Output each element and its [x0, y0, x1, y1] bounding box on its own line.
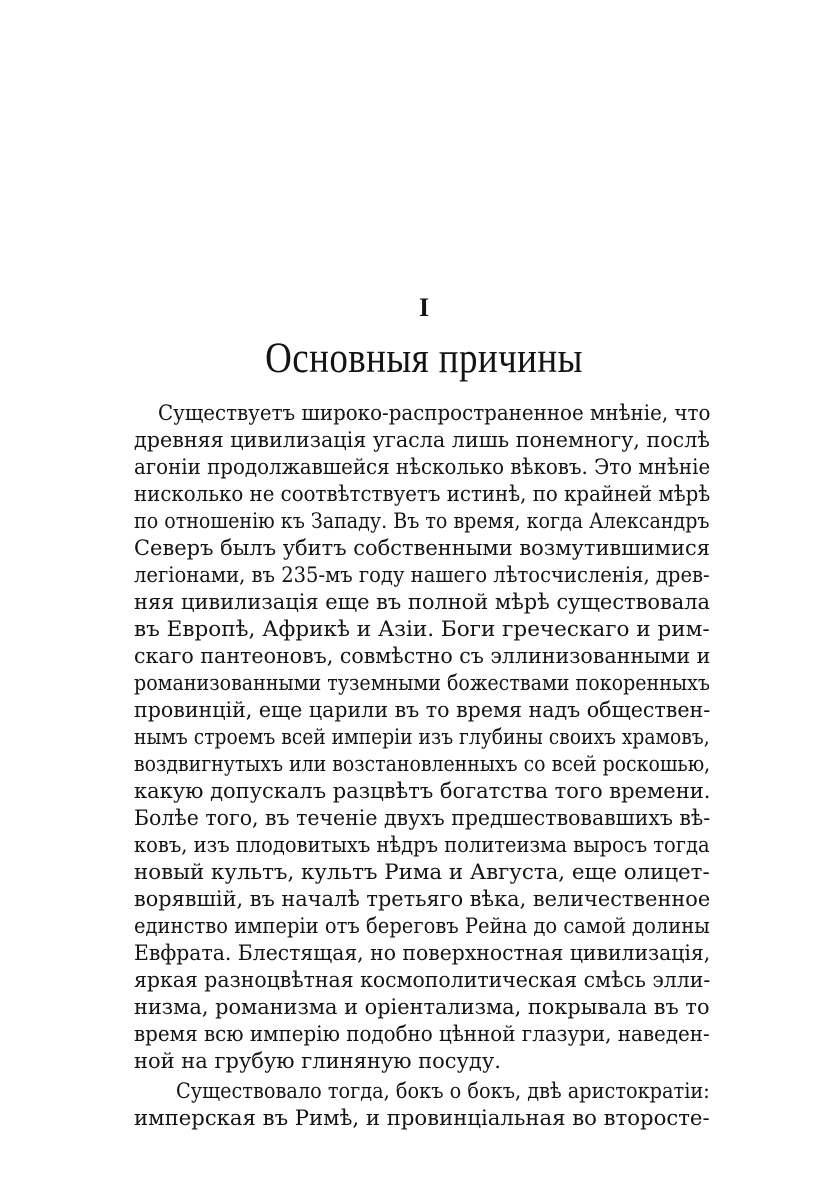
text-line	[134, 722, 710, 752]
text-line-content: агоніи продолжавшейся нѣсколько вѣковъ. Это мнѣніе	[134, 455, 711, 479]
text-line	[134, 506, 710, 536]
text-line-content: Евфрата. Блестящая, но поверхностная цивилизація,	[134, 941, 711, 965]
text-line-content: единство имперіи отъ береговъ Рейна до самой долины	[134, 914, 710, 938]
text-line	[134, 452, 710, 482]
text-line-content: древняя цивилизація угасла лишь понемногу, послѣ	[134, 428, 710, 452]
text-line	[134, 938, 710, 968]
text-line-content: въ Европѣ, Африкѣ и Азіи. Боги греческаго и рим-	[134, 617, 710, 641]
text-line	[134, 830, 710, 860]
text-line-last	[134, 1046, 710, 1076]
text-line-content: нисколько не соотвѣтствуетъ истинѣ, по крайней мѣрѣ	[134, 482, 711, 506]
text-line-content: скаго пантеоновъ, совмѣстно съ эллинизованными и	[134, 644, 711, 668]
text-line-content: романизованными туземными божествами покоренныхъ	[134, 671, 710, 695]
text-line	[134, 911, 710, 941]
text-line-content: провинцій, еще царили въ то время надъ обществен-	[134, 698, 711, 722]
text-line	[134, 695, 710, 725]
text-line-content: Болѣе того, въ теченіе двухъ предшествовавшихъ вѣ-	[134, 806, 711, 830]
text-line	[134, 425, 710, 455]
text-line	[158, 398, 710, 428]
text-line	[134, 803, 710, 833]
text-line-content: ной на грубую глиняную посуду.	[134, 1049, 501, 1073]
text-line-content: время всю имперію подобно цѣнной глазури, наведен-	[134, 1022, 710, 1046]
text-line-content: воздвигнутыхъ или возстановленныхъ со всей роскошью,	[134, 752, 711, 776]
text-line-content: няя цивилизація еще въ полной мѣрѣ существовала	[134, 590, 711, 614]
text-line-content: Северъ былъ убитъ собственными возмутившимися	[134, 536, 710, 560]
text-line	[134, 776, 710, 806]
text-line	[176, 1076, 710, 1106]
chapter-number: I	[418, 293, 430, 322]
text-line-content: имперская въ Римѣ, и провинціальная во второсте-	[134, 1106, 710, 1130]
chapter-title: Основныя причины	[265, 335, 583, 382]
text-line-content: легіонами, въ 235-мъ году нашего лѣтосчисленія, древ-	[134, 563, 710, 587]
text-line	[134, 560, 710, 590]
text-line-content: новый культъ, культъ Рима и Августа, еще олицет-	[134, 860, 710, 884]
text-line	[134, 965, 710, 995]
text-line	[134, 614, 710, 644]
text-line	[134, 641, 710, 671]
text-line-content: какую допускалъ разцвѣтъ богатства того времени.	[134, 779, 711, 803]
text-line	[134, 533, 710, 563]
text-line-content: яркая разноцвѣтная космополитическая смѣсь элли-	[134, 968, 711, 992]
text-line-content: Существуетъ широко-распространенное мнѣніе, что	[158, 401, 711, 425]
text-line-content: Существовало тогда, бокъ о бокъ, двѣ аристократіи:	[176, 1079, 710, 1103]
text-line	[134, 884, 710, 914]
text-line	[134, 1019, 710, 1049]
text-line-content: ворявшій, въ началѣ третьяго вѣка, величественное	[134, 887, 711, 911]
text-line-content: по отношенію къ Западу. Въ то время, когда Александръ	[134, 509, 710, 533]
text-line	[134, 749, 710, 779]
text-line	[134, 1103, 710, 1133]
text-line-content: ковъ, изъ плодовитыхъ нѣдръ политеизма выросъ тогда	[134, 833, 710, 857]
text-line	[134, 587, 710, 617]
text-line	[134, 857, 710, 887]
text-line	[134, 668, 710, 698]
text-line	[134, 992, 710, 1022]
text-line-content: низма, романизма и оріентализма, покрывала въ то	[134, 995, 710, 1019]
text-line	[134, 479, 710, 509]
text-line-content: нымъ строемъ всей имперіи изъ глубины своихъ храмовъ,	[134, 725, 710, 749]
